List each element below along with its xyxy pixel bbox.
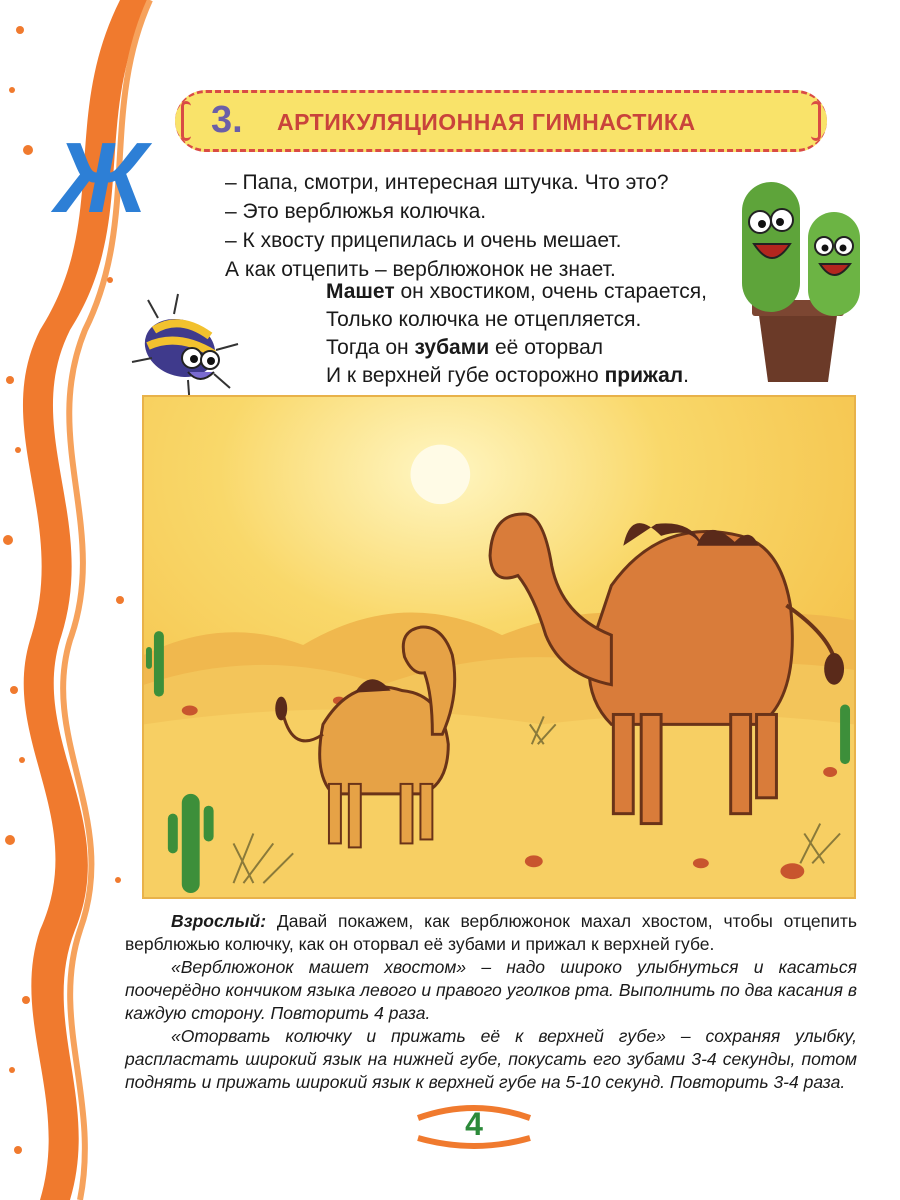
poem-bold-word: зубами — [414, 336, 490, 359]
poem-text: Тогда он — [326, 336, 415, 359]
poem-line — [326, 278, 707, 306]
poem-text: он хвостиком, очень старается, — [394, 280, 707, 303]
instruction-paragraph — [125, 910, 857, 956]
desert-camels-illustration — [142, 395, 856, 899]
instruction-paragraph: «Оторвать колючку и прижать её к верхней губе» – сохраняя улыбку, распластать широкий язык на нижней губе, покусать его зубами 3-4 секунды, потом поднять и прижать широкий язык к верхней губе на 5-10 секунд. Повторить 3-4 раза. — [125, 1026, 857, 1092]
page-number-badge — [414, 1098, 534, 1154]
alphabet-letter: Ж — [55, 122, 148, 234]
poem-line: А как отцепить – верблюжонок не знает. — [225, 258, 616, 281]
poem-text: И к верхней губе осторожно — [326, 364, 605, 387]
poem-text: её оторвал — [489, 336, 604, 359]
speaker-label: Взрослый: — [171, 911, 267, 931]
instructions-text — [125, 910, 857, 1094]
poem-bold-word: Машет — [326, 280, 395, 303]
poem-line — [326, 334, 707, 362]
poem-text: . — [683, 364, 689, 387]
section-header-banner — [175, 90, 827, 152]
poem-bold-word: прижал — [604, 364, 684, 387]
section-title: АРТИКУЛЯЦИОННАЯ ГИМНАСТИКА — [277, 109, 696, 135]
page-number: 4 — [465, 1106, 483, 1142]
poem-line: Только колючка не отцепляется. — [326, 308, 642, 331]
poem-line: – К хвосту прицепилась и очень мешает. — [225, 229, 622, 252]
poem-stanza — [326, 278, 707, 390]
cactus-illustration — [728, 168, 868, 384]
poem-dialogue — [225, 168, 669, 284]
section-number: 3. — [211, 99, 243, 141]
poem-line: – Это верблюжья колючка. — [225, 200, 487, 223]
instruction-text: Давай покажем, как верблюжонок махал хвостом, чтобы отцепить верблюжью колючку, как он оторвал её зубами и прижал к верхней губе. — [125, 911, 857, 954]
instruction-paragraph: «Верблюжонок машет хвостом» – надо широко улыбнуться и касаться поочерёдно кончиком языка левого и правого уголков рта. Выполнить по два касания в каждую сторону. Повторить 4 раза. — [125, 957, 857, 1023]
poem-line: – Папа, смотри, интересная штучка. Что это? — [225, 171, 669, 194]
poem-line — [326, 362, 707, 390]
